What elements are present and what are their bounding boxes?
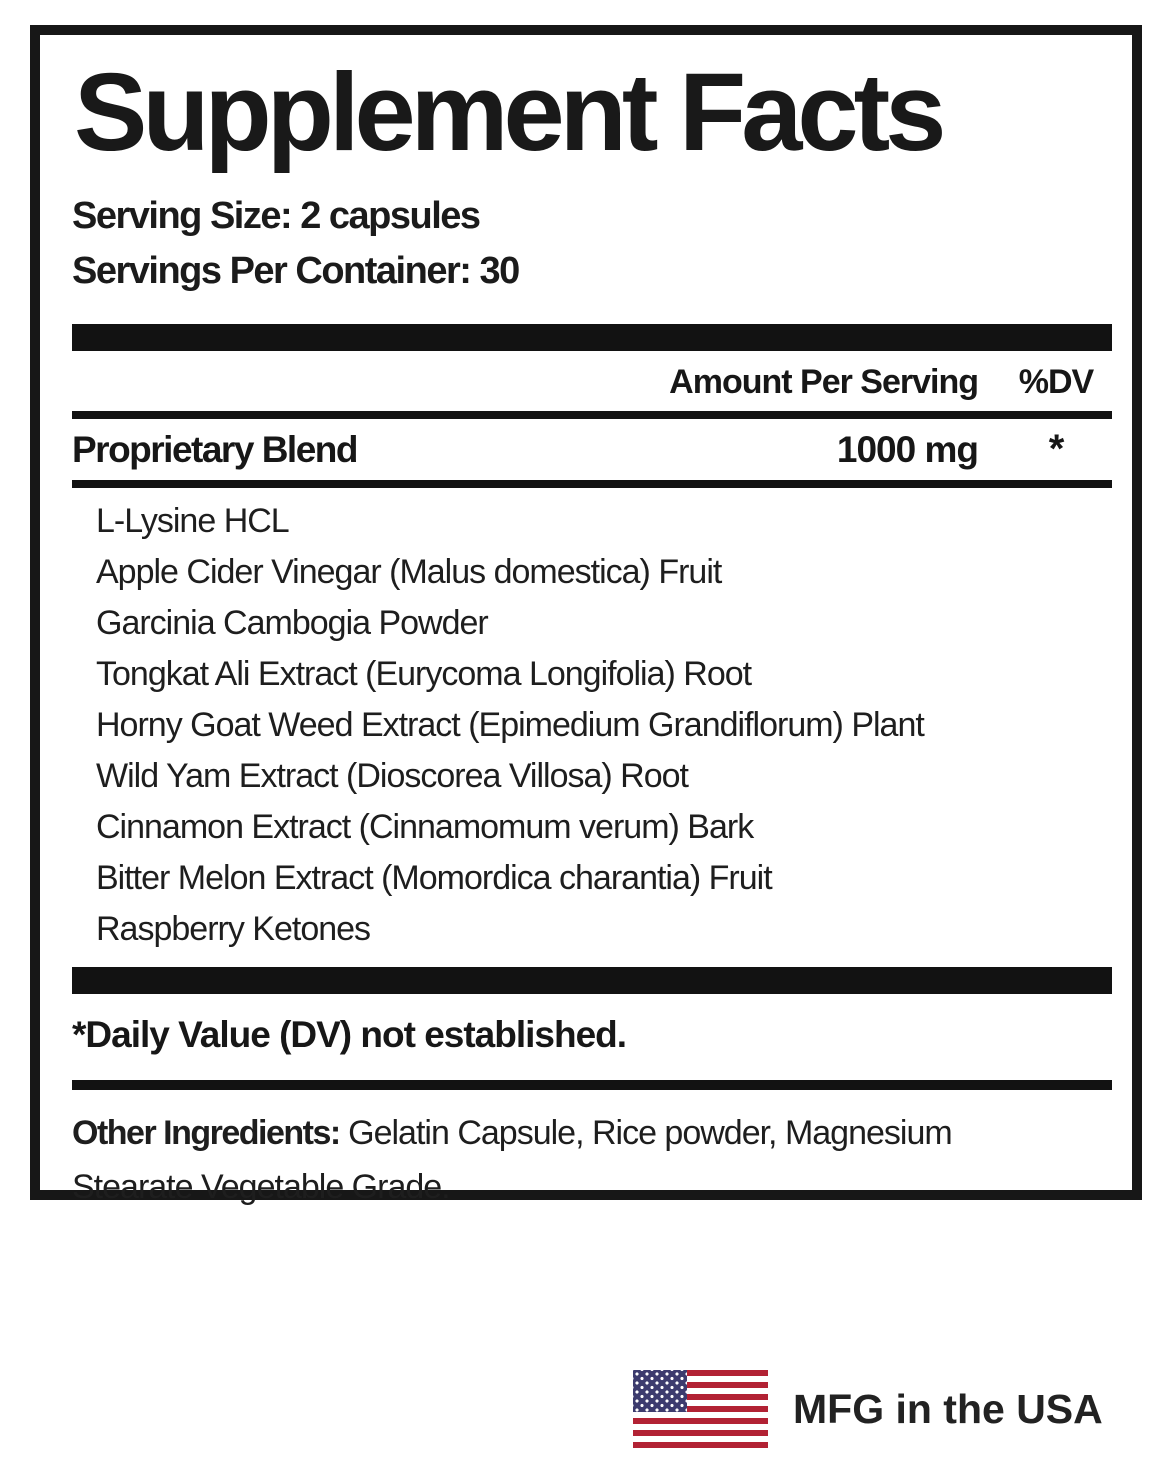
blend-name: Proprietary Blend <box>72 429 357 470</box>
other-ingredients-line2: Stearate Vegetable Grade. <box>72 1168 450 1206</box>
list-item: Tongkat Ali Extract (Eurycoma Longifolia) Root <box>96 655 752 693</box>
divider-bar-top <box>72 324 1112 351</box>
serving-size-line: Serving Size: 2 capsules <box>72 195 480 237</box>
footnote-rule <box>72 1080 1112 1090</box>
blend-amount: 1000 mg <box>836 429 978 470</box>
other-ingredients-line1: Gelatin Capsule, Rice powder, Magnesium <box>339 1114 952 1152</box>
list-item: Wild Yam Extract (Dioscorea Villosa) Root <box>96 757 688 795</box>
amount-per-serving-header: Amount Per Serving <box>669 363 978 401</box>
other-ingredients <box>72 1090 1112 1214</box>
list-item: L-Lysine HCL <box>96 502 289 540</box>
list-item: Horny Goat Weed Extract (Epimedium Grandiflorum) Plant <box>96 706 924 744</box>
list-item: Bitter Melon Extract (Momordica charantia) Fruit <box>96 859 772 897</box>
blend-dv-asterisk: * <box>1048 427 1064 471</box>
proprietary-blend-row <box>72 419 1112 480</box>
ingredient-list <box>72 488 1112 967</box>
other-ingredients-label: Other Ingredients: <box>72 1114 340 1152</box>
panel-title: Supplement Facts <box>74 51 942 174</box>
percent-dv-header: %DV <box>1018 363 1094 401</box>
mfg-in-usa-text: MFG in the USA <box>793 1385 1103 1432</box>
servings-per-container-line: Servings Per Container: 30 <box>72 250 519 292</box>
us-flag-icon <box>633 1370 768 1448</box>
blend-rule <box>72 480 1112 488</box>
list-item: Garcinia Cambogia Powder <box>96 604 488 642</box>
list-item: Apple Cider Vinegar (Malus domestica) Fruit <box>96 553 722 591</box>
daily-value-footnote: *Daily Value (DV) not established. <box>72 1014 627 1055</box>
list-item: Cinnamon Extract (Cinnamomum verum) Bark <box>96 808 754 846</box>
column-header-row <box>72 351 1112 411</box>
us-flag-canton <box>633 1370 687 1412</box>
supplement-facts-panel <box>30 25 1142 1206</box>
mfg-footer <box>633 1368 1103 1450</box>
header-rule <box>72 411 1112 419</box>
list-item: Raspberry Ketones <box>96 910 371 948</box>
divider-bar-bottom <box>72 967 1112 994</box>
